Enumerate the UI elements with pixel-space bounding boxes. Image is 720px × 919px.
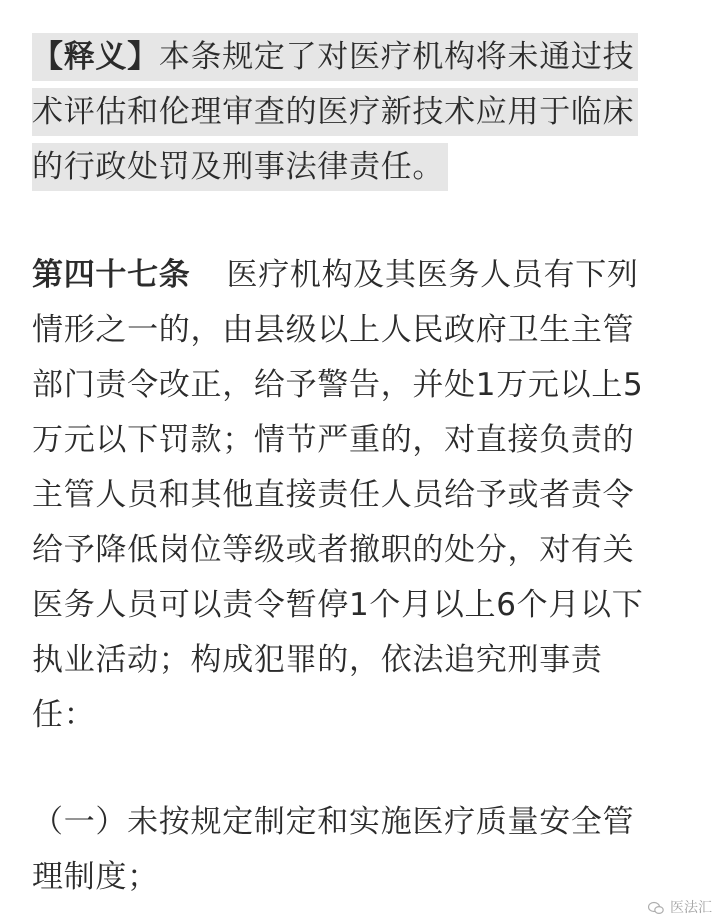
article-line-1 [32,248,692,303]
paragraph-gap [32,195,692,248]
wechat-icon [648,901,664,915]
article-line-4: 万元以下罚款；情节严重的，对直接负责的 [32,422,635,458]
article-title: 第四十七条 [32,257,191,293]
clause-line-2: 理制度； [32,859,159,895]
article-line-8: 执业活动；构成犯罪的，依法追究刑事责 [32,642,603,678]
article-text-1: 医疗机构及其医务人员有下列 [226,257,639,293]
interpretation-label: 【释义】 [32,39,159,75]
interpretation-line-2 [32,85,692,140]
article-line-5: 主管人员和其他直接责任人员给予或者责令 [32,477,635,513]
watermark [648,897,712,917]
article-line-9: 任： [32,697,96,733]
interpretation-text-1: 本条规定了对医疗机构将未通过技 [158,39,635,75]
interpretation-line-1 [32,30,692,85]
document-body [32,30,692,905]
article-line-6: 给予降低岗位等级或者撤职的处分，对有关 [32,532,635,568]
article-line-2: 情形之一的，由县级以上人民政府卫生主管 [32,312,635,348]
article-line-3: 部门责令改正，给予警告，并处1万元以上5 [32,367,644,403]
interpretation-text-3: 的行政处罚及刑事法律责任。 [32,143,448,191]
paragraph-gap [32,743,692,795]
interpretation-line-3 [32,140,692,195]
article-line-7: 医务人员可以责令暂停1个月以上6个月以下 [32,587,644,623]
interpretation-text-2: 术评估和伦理审查的医疗新技术应用于临床 [32,88,638,136]
clause-line-1: （一）未按规定制定和实施医疗质量安全管 [32,804,635,840]
watermark-text: 医法汇 [670,900,712,916]
